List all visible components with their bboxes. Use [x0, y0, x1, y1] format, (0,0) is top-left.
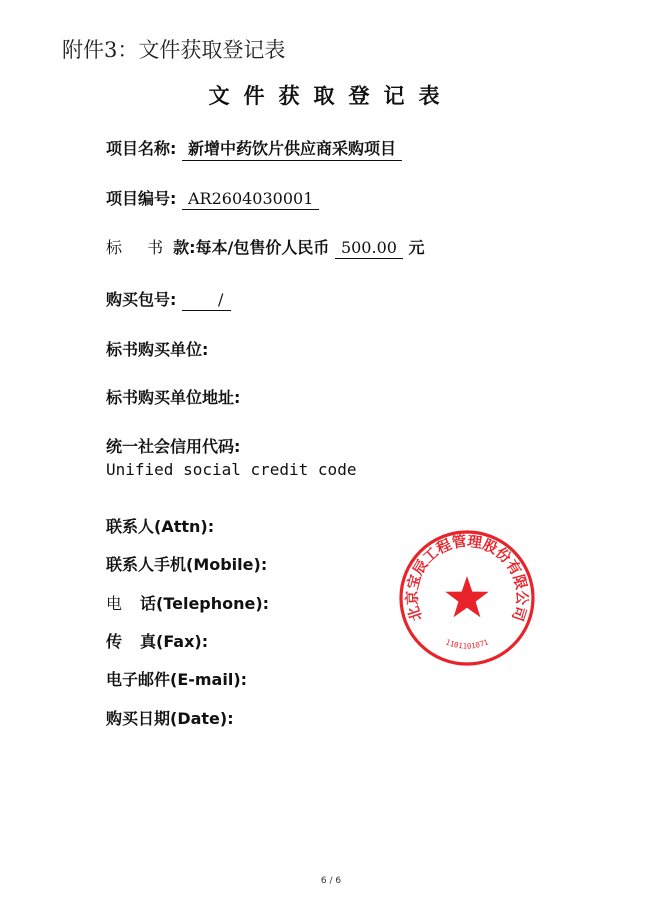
- email-row: [106, 667, 247, 690]
- phone-label-part1: 电: [106, 594, 123, 613]
- package-label: 购买包号:: [106, 290, 177, 309]
- buyer-unit-label: 标书购买单位:: [106, 340, 209, 359]
- project-number-label: 项目编号:: [106, 189, 177, 208]
- fee-unit: 元: [408, 238, 425, 257]
- fee-label-part1: 标 书: [106, 238, 174, 257]
- fax-label-part2: 真(Fax):: [140, 632, 209, 651]
- fax-label-part1: 传: [106, 632, 123, 651]
- project-number-value: AR2604030001: [182, 189, 319, 210]
- package-value: /: [182, 290, 231, 311]
- email-label: 电子邮件(E-mail):: [106, 670, 248, 689]
- fee-row: [106, 235, 425, 259]
- seal-number: 1101101071: [444, 637, 490, 651]
- page-number: 6 / 6: [320, 876, 342, 886]
- company-seal-stamp: [397, 528, 537, 668]
- project-name-row: [106, 136, 402, 161]
- credit-code-label-en-row: [106, 460, 356, 479]
- contact-label: 联系人(Attn):: [106, 517, 215, 536]
- seal-arc-text: 北京宝辰工程管理股份有限公司: [404, 533, 530, 623]
- date-label: 购买日期(Date):: [106, 709, 234, 728]
- contact-row: [106, 514, 214, 537]
- buyer-unit-row: [106, 337, 208, 360]
- fee-label-part2: 款:: [173, 238, 196, 257]
- phone-row: [106, 591, 269, 614]
- mobile-label: 联系人手机(Mobile):: [106, 555, 268, 574]
- package-row: [106, 287, 231, 311]
- fee-text: 每本/包售价人民币: [195, 238, 330, 257]
- buyer-address-label: 标书购买单位地址:: [106, 388, 241, 407]
- form-title: 文件获取登记表: [208, 84, 454, 108]
- fax-row: [106, 629, 208, 652]
- attachment-label: 附件3：文件获取登记表: [62, 38, 286, 62]
- project-name-value: 新增中药饮片供应商采购项目: [182, 136, 402, 161]
- project-name-label: 项目名称:: [106, 139, 177, 158]
- project-number-row: [106, 186, 319, 210]
- phone-label-part2: 话(Telephone):: [140, 594, 270, 613]
- buyer-address-row: [106, 385, 240, 408]
- date-row: [106, 706, 234, 729]
- seal-star-icon: [445, 576, 488, 617]
- credit-code-row: [106, 434, 240, 457]
- fee-amount: 500.00: [335, 238, 403, 259]
- mobile-row: [106, 552, 267, 575]
- credit-code-label: 统一社会信用代码:: [106, 437, 241, 456]
- credit-code-label-en: Unified social credit code: [106, 460, 357, 479]
